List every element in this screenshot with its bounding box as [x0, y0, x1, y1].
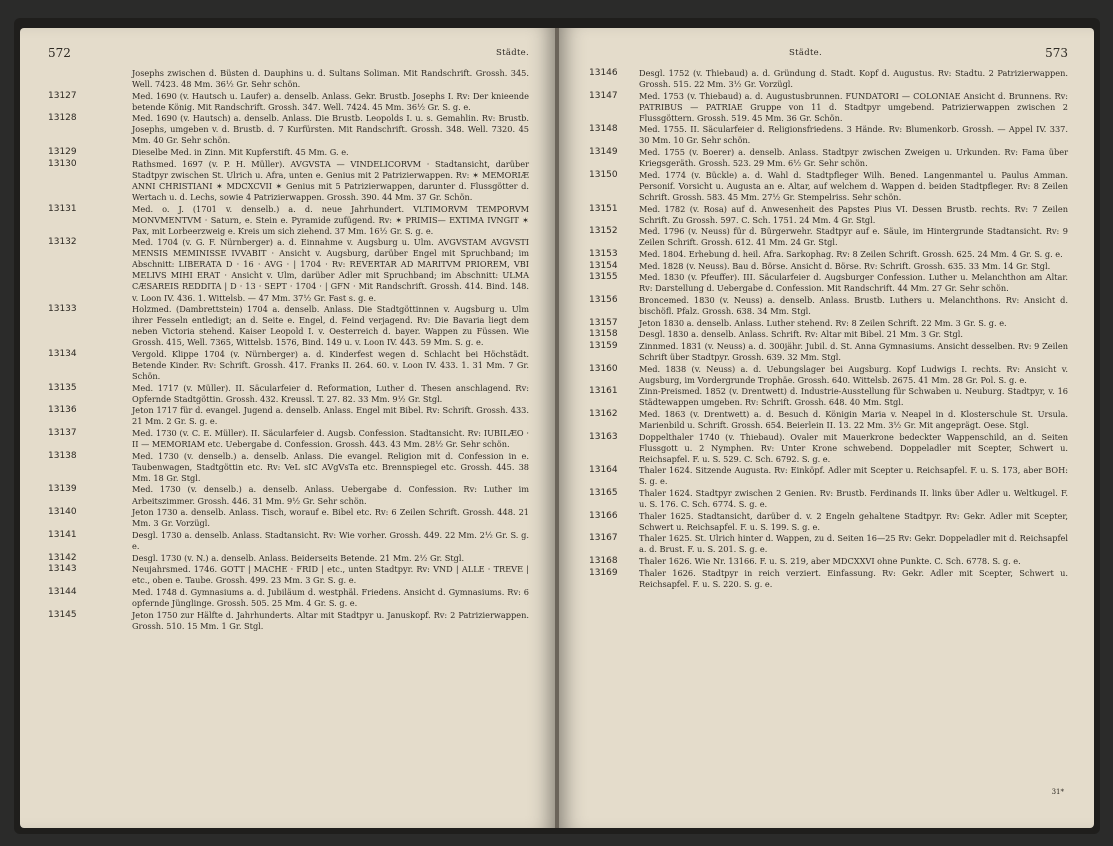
entry-text: Jeton 1717 für d. evangel. Jugend a. denselb. Anlass. Engel mit Bibel. Rv: Schrift. Grossh. 433. 21 Mm. 2 Gr. S. g. e. — [132, 405, 529, 427]
entry-number: 13167 — [589, 533, 618, 544]
catalog-entry — [48, 158, 529, 203]
entry-text: Vergold. Klippe 1704 (v. Nürnberger) a. d. Kinderfest wegen d. Schlacht bei Höchstädt. Betende Kinder. Rv: Schrift. Grossh. 417. Franks II. 264. 60. v. Loon IV. 433. 1. 31 Mm. 7 Gr. Schön. — [132, 348, 529, 382]
entry-number: 13135 — [48, 382, 77, 393]
catalog-entry — [589, 329, 1068, 340]
entry-number: 13156 — [589, 294, 618, 305]
catalog-entry — [589, 124, 1068, 146]
entry-text: Med. 1753 (v. Thiebaud) a. d. Augustusbrunnen. FUNDATORI — COLONIAE Ansicht d. Brunnens. Rv: PATRIBUS — PATRIAE Gruppe von 11 d. Stadtpyr umgebend. Patrizierwappen zwischen 2 Flussgöttern. Grossh. 519. 45 Mm. 36 Gr. Schön. — [639, 90, 1068, 123]
catalog-entry — [589, 147, 1068, 169]
catalog-entry — [589, 170, 1068, 203]
catalog-entry — [589, 409, 1068, 431]
right-page-number: 573 — [1045, 46, 1068, 60]
catalog-entry — [589, 249, 1068, 260]
entry-text: Jeton 1730 a. denselb. Anlass. Tisch, worauf e. Bibel etc. Rv: 6 Zeilen Schrift. Grossh. 448. 21 Mm. 3 Gr. Vorzügl. — [132, 507, 529, 529]
catalog-entry — [589, 204, 1068, 226]
entry-number: 13145 — [48, 609, 77, 620]
entry-text: Med. 1704 (v. G. F. Nürnberger) a. d. Einnahme v. Augsburg u. Ulm. AVGVSTAM AVGVSTI MENSIS MEMINISSE IVVABIT · Ansicht v. Augsburg, darüber Engel mit Spruchband; im Abschnitt: LIBERATA D · 16 · AVG · | 1704 · Rv: REVERTAR AD MARITVM PRIOREM, VBI MELIVS MIHI ERAT · Ansicht v. Ulm, darüber Adler mit Spruchband; im Abschnitt: ULMA CÆSAREIS REDDITA | D · 13 · SEPT · 1704 · | GFN · Mit Randschrift. Grossh. 414. Bind. 148. v. Loon IV. 436. 1. Wittelsb. — 47 Mm. 37½ Gr. Fast s. g. e. — [132, 237, 529, 303]
entry-number: 13131 — [48, 203, 77, 214]
left-page — [20, 28, 555, 828]
entry-number: 13134 — [48, 348, 77, 359]
catalog-entry — [589, 68, 1068, 90]
right-page-header — [589, 46, 1068, 68]
right-entry-list — [589, 68, 1068, 590]
catalog-entry — [48, 304, 529, 348]
entry-number: 13168 — [589, 556, 618, 567]
entry-number: 13132 — [48, 237, 77, 248]
catalog-entry — [132, 68, 529, 90]
catalog-entry — [589, 364, 1068, 386]
entry-number: 13160 — [589, 363, 618, 374]
catalog-entry — [48, 90, 529, 113]
entry-text: Med. 1804. Erhebung d. heil. Afra. Sarkophag. Rv: 8 Zeilen Schrift. Grossh. 625. 24 Mm. 4 Gr. S. g. e. — [639, 248, 1063, 259]
catalog-entry — [48, 552, 529, 564]
entry-text: Thaler 1625. Stadtansicht, darüber d. v. 2 Engeln gehaltene Stadtpyr. Rv: Gekr. Adler mit Scepter, Schwert u. Reichsapfel. F. u. S. 199. S. g. e. — [639, 510, 1068, 532]
entry-number: 13140 — [48, 507, 77, 518]
entry-text: Thaler 1625. St. Ulrich hinter d. Wappen, zu d. Seiten 16—25 Rv: Gekr. Doppeladler mit d. Reichsapfel a. d. Brust. F. u. S. 201. S. g. e. — [639, 533, 1068, 555]
entry-text: Med. o. J. (1701 v. denselb.) a. d. neue Jahrhundert. VLTIMORVM TEMPORVM MONVMENTVM · Saturn, e. Stein e. Pyramide zufügend. Rv: ✶ PRIMIS— EXTIMA IVNGIT ✶ Pax, mit Lorbeerzweig e. Kreis um sich ziehend. 37 Mm. 16½ Gr. S. g. e. — [132, 203, 529, 236]
entry-number: 13165 — [589, 488, 618, 499]
entry-number: 13162 — [589, 408, 618, 419]
signature-mark: 31* — [1051, 788, 1064, 796]
entry-text: Desgl. 1730 a. denselb. Anlass. Stadtansicht. Rv: Wie vorher. Grossh. 449. 22 Mm. 2½ Gr. S. g. e. — [132, 529, 529, 551]
entry-number: 13130 — [48, 158, 77, 169]
catalog-entry — [589, 556, 1068, 567]
catalog-entry — [589, 261, 1068, 272]
catalog-entry — [48, 405, 529, 427]
entry-text: Rathsmed. 1697 (v. P. H. Müller). AVGVSTA — VINDELICORVM · Stadtansicht, darüber Stadtpyr zwischen St. Ulrich u. Afra, unten e. Genius mit 2 Patrizierwappen. Rv: ✶ MEMORIÆ ANNI CHRISTIANI ✶ MDCXCVII ✶ Genius mit 5 Patrizierwappen, darunter d. Flussgötter d. Wertach u. d. Lechs, sowie 4 Patrizierwappen. Grossh. 390. 44 Mm. 37 Gr. Schön. — [132, 158, 529, 202]
catalog-entry — [48, 382, 529, 405]
left-page-header — [48, 46, 529, 68]
entry-text: Desgl. 1730 (v. N.) a. denselb. Anlass. Beiderseits Betende. 21 Mm. 2½ Gr. Stgl. — [132, 552, 465, 563]
entry-text: Med. 1690 (v. Hautsch) a. denselb. Anlass. Die Brustb. Leopolds I. u. s. Gemahlin. Rv: Brustb. Josephs, umgeben v. d. Brustb. d. 7 Kurfürsten. Mit Randschrift. Grossh. 348. Well. 7320. 45 Mm. 40 Gr. Sehr schön. — [132, 113, 529, 146]
entry-text: Neujahrsmed. 1746. GOTT | MACHE · FRID | etc., unten Stadtpyr. Rv: VND | ALLE · TREVE | etc., oben e. Taube. Grossh. 499. 23 Mm. 3 Gr. S. g. e. — [132, 564, 529, 586]
catalog-entry — [48, 609, 529, 632]
catalog-entry — [48, 450, 529, 484]
right-page — [559, 28, 1094, 828]
entry-number: 13141 — [48, 529, 77, 540]
left-page-number: 572 — [48, 46, 71, 60]
left-running-title: Städte. — [496, 48, 529, 58]
entry-text: Med. 1755. II. Säcularfeier d. Religionsfriedens. 3 Hände. Rv: Blumenkorb. Grossh. — Appel IV. 337. 30 Mm. 10 Gr. Sehr schön. — [639, 124, 1068, 146]
entry-text: Med. 1690 (v. Hautsch u. Laufer) a. denselb. Anlass. Gekr. Brustb. Josephs I. Rv: Der knieende betende König. Mit Randschrift. Grossh. 347. Well. 7424. 45 Mm. 36½ Gr. S. g. e. — [132, 90, 529, 112]
catalog-entry — [48, 484, 529, 506]
entry-text: Thaler 1626. Wie Nr. 13166. F. u. S. 219, aber MDCXXVI ohne Punkte. C. Sch. 6778. S. g. e. — [639, 556, 1021, 567]
entry-number: 13152 — [589, 226, 618, 237]
entry-text: Med. 1782 (v. Rosa) auf d. Anwesenheit des Papstes Pius VI. Dessen Brustb. rechts. Rv: 7 Zeilen Schrift. Zu Grossh. 597. C. Sch. 1751. 24 Mm. 4 Gr. Stgl. — [639, 203, 1068, 225]
catalog-entry — [48, 428, 529, 450]
entry-number: 13144 — [48, 586, 77, 597]
entry-text: Desgl. 1830 a. denselb. Anlass. Schrift. Rv: Altar mit Bibel. 21 Mm. 3 Gr. Stgl. — [639, 329, 963, 340]
catalog-entry — [48, 147, 529, 158]
entry-text: Med. 1796 (v. Neuss) für d. Bürgerwehr. Stadtpyr auf e. Säule, im Hintergrunde Stadtansicht. Rv: 9 Zeilen Schrift. Grossh. 612. 41 Mm. 24 Gr. Stgl. — [639, 226, 1068, 248]
entry-number: 13155 — [589, 272, 618, 283]
catalog-entry — [589, 341, 1068, 363]
left-entry-list — [48, 68, 529, 632]
catalog-entry — [589, 533, 1068, 555]
catalog-entry — [589, 295, 1068, 317]
entry-text: Med. 1774 (v. Bückle) a. d. Wahl d. Stadtpfleger Wilh. Bened. Langenmantel u. Paulus Amman. Personif. Vorsicht u. Augusta an e. Altar, auf welchem d. Wappen d. beiden Stadtpfleger. Rv: 8 Zeilen Schrift. Grossh. 583. 45 Mm. 27½ Gr. Stempelriss. Sehr schön. — [639, 169, 1068, 202]
entry-number: 13147 — [589, 90, 618, 101]
entry-number: 13157 — [589, 317, 618, 328]
entry-text: Med. 1838 (v. Neuss) a. d. Uebungslager bei Augsburg. Kopf Ludwigs I. rechts. Rv: Ansicht v. Augsburg, im Vordergrunde Trophäe. Grossh. 640. Wittelsb. 2675. 41 Mm. 28 Gr. Pol. S. g. e. — [639, 363, 1068, 385]
entry-text: Thaler 1626. Stadtpyr in reich verziert. Einfassung. Rv: Gekr. Adler mit Scepter, Schwert u. Reichsapfel. F. u. S. 220. S. g. e. — [639, 567, 1068, 589]
entry-number: 13169 — [589, 567, 618, 578]
entry-number: 13164 — [589, 465, 618, 476]
right-running-title: Städte. — [789, 48, 822, 58]
entry-number: 13133 — [48, 304, 77, 315]
catalog-entry — [589, 91, 1068, 124]
catalog-entry — [589, 386, 1068, 408]
entry-text: Med. 1828 (v. Neuss). Bau d. Börse. Ansicht d. Börse. Rv: Schrift. Grossh. 635. 33 Mm. 14 Gr. Stgl. — [639, 260, 1051, 271]
entry-text: Jeton 1750 zur Hälfte d. Jahrhunderts. Altar mit Stadtpyr u. Januskopf. Rv: 2 Patrizierwappen. Grossh. 510. 15 Mm. 1 Gr. Stgl. — [132, 609, 529, 631]
entry-text: Josephs zwischen d. Büsten d. Dauphins u. d. Sultans Soliman. Mit Randschrift. Grossh. 345. Well. 7423. 48 Mm. 36½ Gr. Sehr schön. — [132, 68, 529, 90]
entry-number: 13139 — [48, 484, 77, 495]
catalog-entry — [48, 507, 529, 529]
entry-number: 13148 — [589, 124, 618, 135]
entry-number: 13163 — [589, 431, 618, 442]
entry-text: Broncemed. 1830 (v. Neuss) a. denselb. Anlass. Brustb. Luthers u. Melanchthons. Rv: Ansicht d. bischöfl. Pfalz. Grossh. 638. 34 Mm. Stgl. — [639, 294, 1068, 316]
entry-text: Desgl. 1752 (v. Thiebaud) a. d. Gründung d. Stadt. Kopf d. Augustus. Rv: Stadtu. 2 Patrizierwappen. Grossh. 515. 22 Mm. 3½ Gr. Vorzügl. — [639, 68, 1068, 90]
entry-number: 13128 — [48, 113, 77, 124]
entry-number: 13136 — [48, 405, 77, 416]
catalog-entry — [589, 465, 1068, 487]
entry-number: 13150 — [589, 169, 618, 180]
entry-text: Med. 1863 (v. Drentwett) a. d. Besuch d. Königin Maria v. Neapel in d. Klosterschule St. Ursula. Marienbild u. Schrift. Grossh. 654. Beierlein II. 13. 22 Mm. 3½ Gr. Mit angeprägt. Oese. Stgl. — [639, 408, 1068, 430]
catalog-entry — [48, 586, 529, 609]
entry-text: Thaler 1624. Stadtpyr zwischen 2 Genien. Rv: Brustb. Ferdinands II. links über Adler u. Weltkugel. F. u. S. 176. C. Sch. 6774. S. g. e. — [639, 488, 1068, 510]
entry-text: Jeton 1830 a. denselb. Anlass. Luther stehend. Rv: 8 Zeilen Schrift. 22 Mm. 3 Gr. S. g. e. — [639, 317, 1007, 328]
entry-text: Med. 1730 (v. denselb.) a. denselb. Anlass. Die evangel. Religion mit d. Confession in e. Taubenwagen, Stadtgöttin etc. Rv: VeL sIC AVgVsTa etc. Brennspiegel etc. Grossh. 445. 38 Mm. 18 Gr. Stgl. — [132, 450, 529, 483]
catalog-entry — [589, 272, 1068, 294]
entry-number: 13159 — [589, 340, 618, 351]
entry-number: 13138 — [48, 450, 77, 461]
catalog-entry — [48, 529, 529, 552]
catalog-entry — [589, 226, 1068, 248]
catalog-entry — [589, 318, 1068, 329]
entry-text: Dieselbe Med. in Zinn. Mit Kupferstift. 45 Mm. G. e. — [132, 147, 349, 158]
entry-number: 13146 — [589, 68, 618, 78]
catalog-entry — [48, 203, 529, 237]
entry-number: 13153 — [589, 248, 618, 259]
catalog-entry — [48, 348, 529, 382]
entry-text: Med. 1748 d. Gymnasiums a. d. Jubiläum d. westphäl. Friedens. Ansicht d. Gymnasiums. Rv: 6 opfernde Jünglinge. Grossh. 505. 25 Mm. 4 Gr. S. g. e. — [132, 586, 529, 608]
entry-text: Med. 1717 (v. Müller). II. Säcularfeier d. Reformation, Luther d. Thesen anschlagend. Rv: Opfernde Stadtgöttin. Grossh. 432. Kreussl. T. 27. 82. 33 Mm. 9½ Gr. Stgl. — [132, 382, 529, 404]
entry-number: 13142 — [48, 552, 77, 563]
catalog-entry — [48, 237, 529, 303]
entry-text: Zinn-Preismed. 1852 (v. Drentwett) d. Industrie-Ausstellung für Schwaben u. Neuburg. Stadtpyr, v. 16 Städtewappen umgeben. Rv: Schrift. Grossh. 648. 40 Mm. Stgl. — [639, 386, 1068, 408]
entry-number: 13127 — [48, 90, 77, 101]
entry-text: Med. 1755 (v. Boerer) a. denselb. Anlass. Stadtpyr zwischen Zweigen u. Urkunden. Rv: Fama über Kriegsgeräth. Grossh. 523. 29 Mm. 6½ Gr. Sehr schön. — [639, 147, 1068, 169]
catalog-entry — [589, 488, 1068, 510]
catalog-entry — [589, 568, 1068, 590]
entry-text: Doppelthaler 1740 (v. Thiebaud). Ovaler mit Mauerkrone bedeckter Wappenschild, an d. Seiten Flussgott u. 2 Nymphen. Rv: Unter Krone schwebend. Doppeladler mit Scepter, Schwert u. Reichsapfel. F. u. S. 529. C. Sch. 6792. S. g. e. — [639, 431, 1068, 464]
entry-number: 13161 — [589, 386, 618, 397]
entry-number: 13137 — [48, 428, 77, 439]
open-book — [14, 18, 1100, 834]
catalog-entry — [48, 113, 529, 146]
catalog-entry — [589, 511, 1068, 533]
entry-text: Thaler 1624. Sitzende Augusta. Rv: Einköpf. Adler mit Scepter u. Reichsapfel. F. u. S. 173, aber BOH: S. g. e. — [639, 465, 1068, 487]
entry-number: 13166 — [589, 510, 618, 521]
entry-text: Med. 1730 (v. denselb.) a. denselb. Anlass. Uebergabe d. Confession. Rv: Luther im Arbeitszimmer. Grossh. 446. 31 Mm. 9½ Gr. Sehr schön. — [132, 484, 529, 506]
catalog-entry — [48, 564, 529, 586]
entry-number: 13154 — [589, 260, 618, 271]
entry-number: 13149 — [589, 147, 618, 158]
entry-number: 13158 — [589, 329, 618, 340]
entry-text: Med. 1730 (v. C. E. Müller). II. Säcularfeier d. Augsb. Confession. Stadtansicht. Rv: IUBILÆO · II — MEMORIAM etc. Uebergabe d. Confession. Grossh. 443. 43 Mm. 28½ Gr. Sehr schön. — [132, 428, 529, 450]
entry-text: Holzmed. (Dambrettstein) 1704 a. denselb. Anlass. Die Stadtgöttinnen v. Augsburg u. Ulm ihrer Fesseln entledigt; an d. Seite e. Engel, d. Feind verjagend. Rv: Die Bavaria liegt dem neben Victoria stehend. Kaiser Leopold I. v. Oesterreich d. bayer. Wappen zu Füssen. Wie Grossh. 415, Well. 7365, Wittelsb. 1576, Bind. 149 u. v. Loon IV. 443. 59 Mm. S. g. e. — [132, 304, 529, 348]
entry-text: Med. 1830 (v. Pfeuffer). III. Säcularfeier d. Augsburger Confession. Luther u. Melanchthon am Altar. Rv: Darstellung d. Uebergabe d. Confession. Mit Randschrift. 44 Mm. 27 Gr. Sehr schön. — [639, 272, 1068, 294]
entry-number: 13143 — [48, 564, 77, 575]
catalog-entry — [589, 432, 1068, 465]
entry-text: Zinnmed. 1831 (v. Neuss) a. d. 300jähr. Jubil. d. St. Anna Gymnasiums. Ansicht desselben. Rv: 9 Zeilen Schrift über Stadtpyr. Grossh. 639. 32 Mm. Stgl. — [639, 340, 1068, 362]
entry-number: 13151 — [589, 203, 618, 214]
entry-number: 13129 — [48, 147, 77, 158]
